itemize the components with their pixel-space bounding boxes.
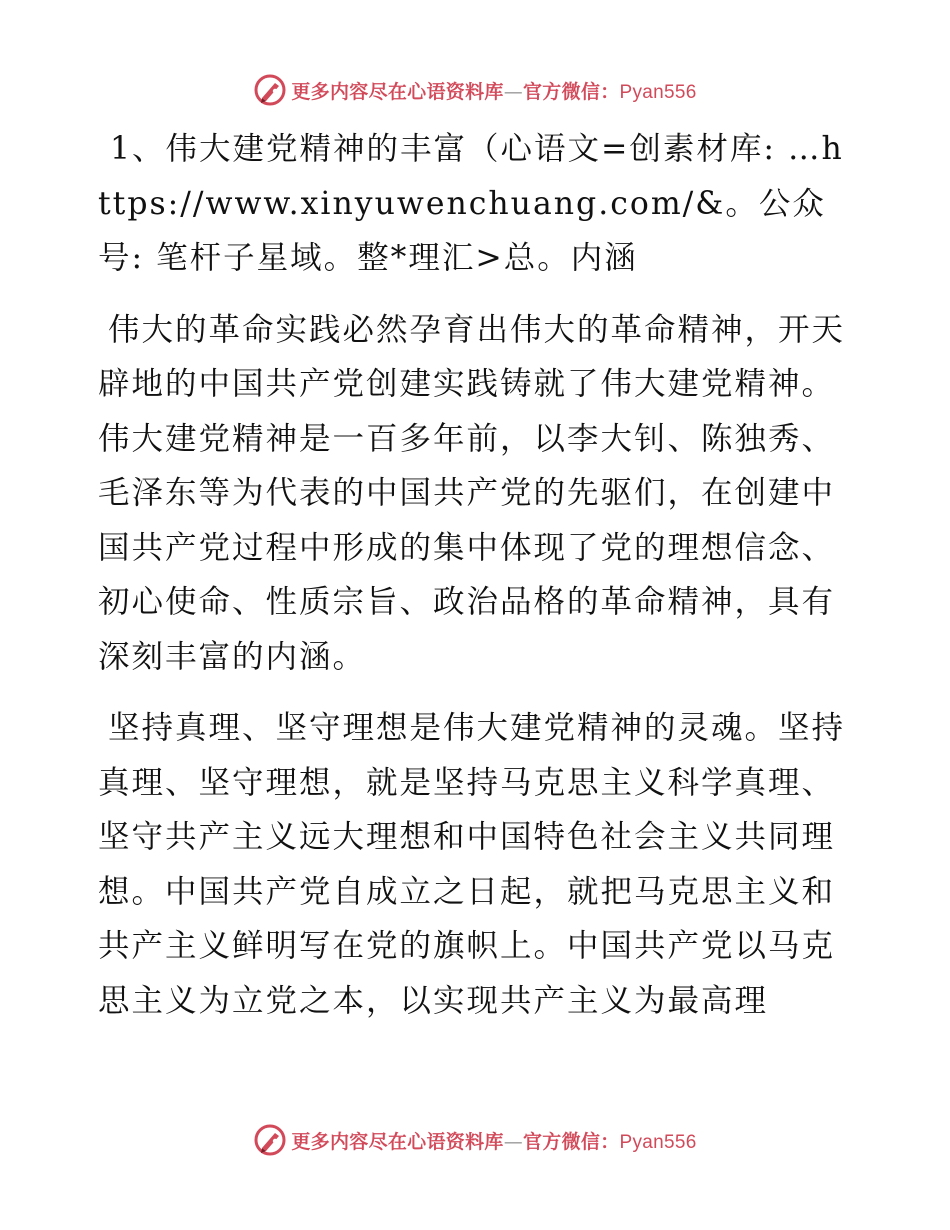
footer-banner (0, 1120, 950, 1160)
pen-logo-icon (253, 73, 287, 107)
paragraph-2: 坚持真理、坚守理想是伟大建党精神的灵魂。坚持真理、坚守理想，就是坚持马克思主义科学真理、坚守共产主义远大理想和中国特色社会主义共同理想。中国共产党自成立之日起，就把马克思主义和共产主义鲜明写在党的旗帜上。中国共产党以马克思主义为立党之本，以实现共产主义为最高理 (98, 710, 846, 1019)
banner-dash: — (503, 1130, 523, 1153)
banner-wechat-id: Pyan556 (619, 1131, 697, 1153)
banner-main-text: 更多内容尽在心语资料库 (291, 80, 504, 103)
section-heading: 1、伟大建党精神的丰富（心语文=创素材库: …https://www.xinyuwenchuang.com/&。公众号: 笔杆子星域。整*理汇>总。内涵 (98, 131, 844, 276)
banner-wechat-label: 官方微信： (523, 80, 620, 103)
banner-text (291, 1127, 696, 1154)
header-banner (0, 70, 950, 110)
paragraph-1: 伟大的革命实践必然孕育出伟大的革命精神，开天辟地的中国共产党创建实践铸就了伟大建党精神。伟大建党精神是一百多年前，以李大钊、陈独秀、毛泽东等为代表的中国共产党的先驱们，在创建中国共产党过程中形成的集中体现了党的理想信念、初心使命、性质宗旨、政治品格的革命精神，具有深刻丰富的内涵。 (98, 311, 846, 675)
banner-wechat-label: 官方微信： (523, 1130, 620, 1153)
pen-logo-icon (253, 1123, 287, 1157)
banner-main-text: 更多内容尽在心语资料库 (291, 1130, 504, 1153)
banner-dash: — (503, 80, 523, 103)
banner-text (291, 77, 696, 104)
banner-wechat-id: Pyan556 (619, 81, 697, 103)
document-body (98, 122, 850, 1045)
